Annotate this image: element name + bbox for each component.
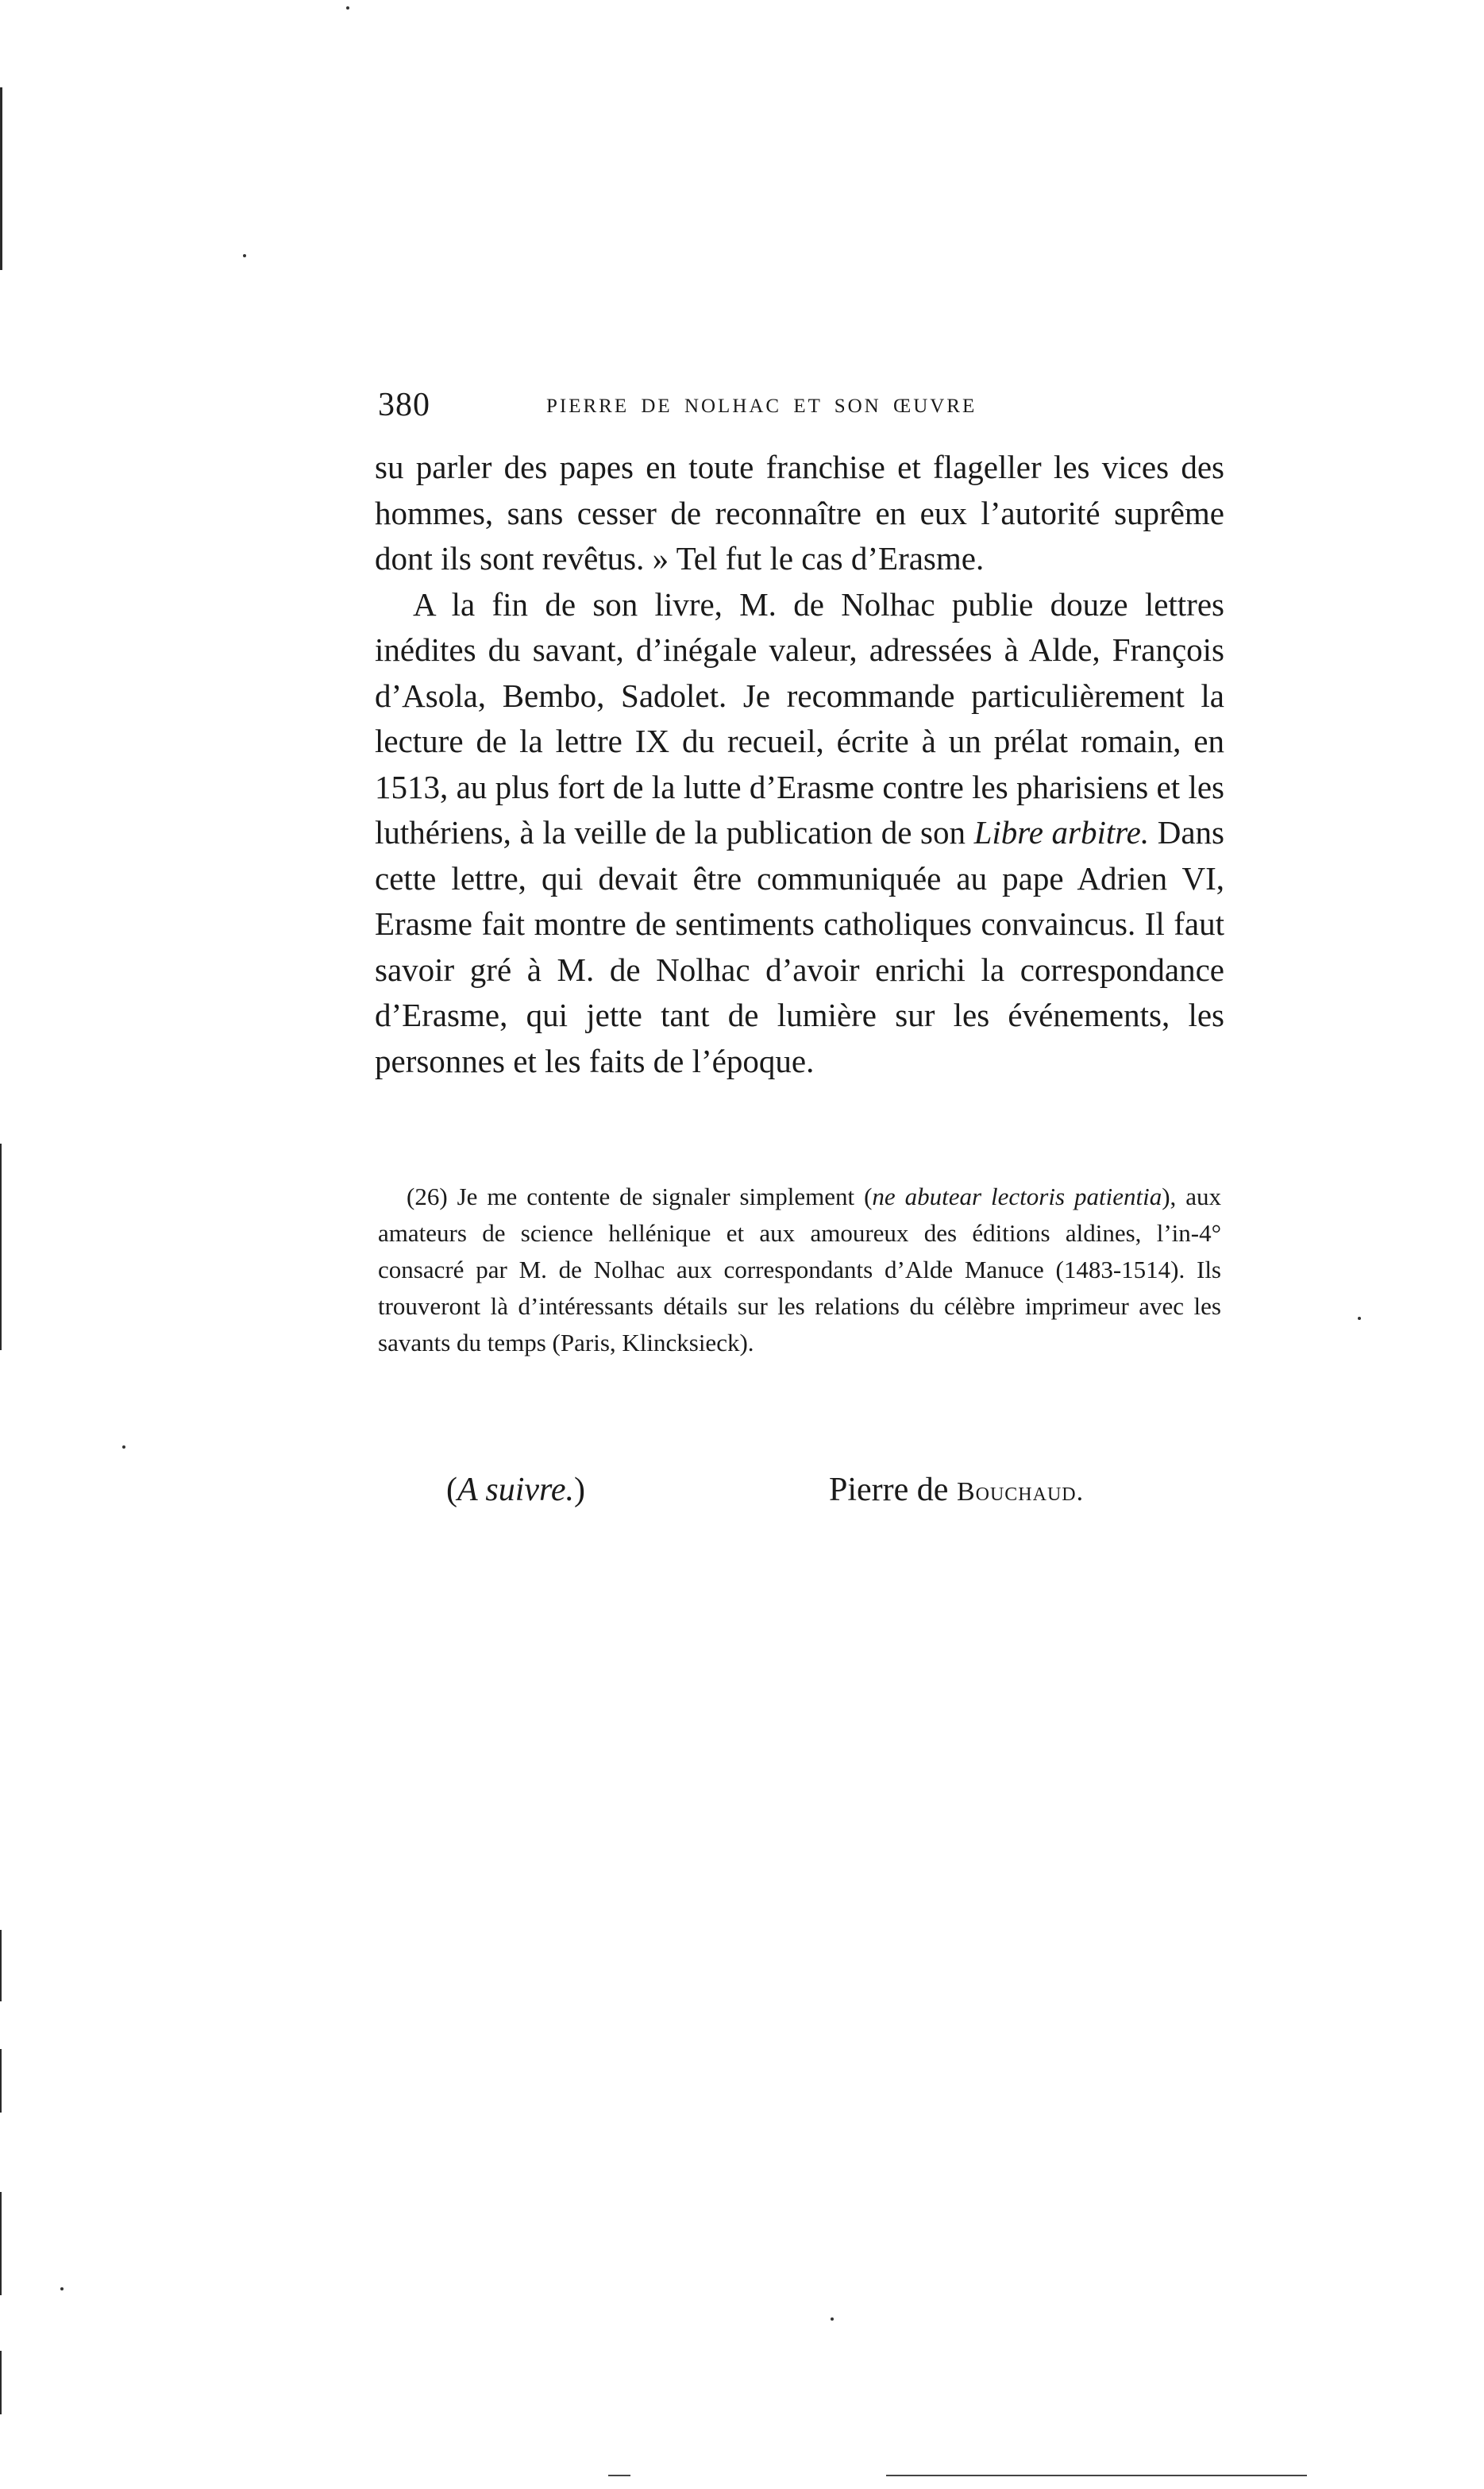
paragraph-2-text: A la fin de son livre, M. de Nolhac publie douze lettres inédites du savant, d’inégale valeur, adressées à Alde, François d’Asola, Bembo, Sadolet. Je recommande particulièrement la lecture de la lettre IX du recueil, écrite à un prélat romain, en 1513, au plus fort de la lutte d’Erasme contre les pharisiens et les luthériens, à la veille de la publication de son <box>375 585 1224 851</box>
scan-speck <box>831 2317 834 2321</box>
scan-edge-mark <box>0 2351 2 2414</box>
body-text <box>375 445 1224 1084</box>
scan-speck <box>122 1445 125 1449</box>
scan-bottom-rule <box>608 2475 630 2476</box>
footnote-text: (26) Je me contente de signaler simplement ( <box>407 1183 873 1210</box>
footnote <box>378 1179 1221 1361</box>
running-head: PIERRE DE NOLHAC ET SON ŒUVRE <box>546 396 977 417</box>
scan-bottom-rule <box>886 2475 1307 2476</box>
closing-line <box>446 1471 1232 1518</box>
paragraph-1: su parler des papes en toute franchise et flageller les vices des hommes, sans cesser de reconnaître en eux l’autorité suprême dont ils sont revêtus. » Tel fut le cas d’Erasme. <box>375 449 1224 577</box>
book-title: Libre arbitre. <box>973 814 1150 851</box>
to-be-continued-text: A suivre. <box>457 1472 574 1508</box>
author-first-name: Pierre de <box>829 1472 957 1508</box>
scan-edge-mark <box>0 1930 2 2001</box>
footnote-text-end: ), aux amateurs de science hellénique et aux amoureux des éditions aldines, l’in-4° consacré par M. de Nolhac aux correspondants d’Alde Manuce (1483-1514). Ils trouveront là d’intéressants détails sur les relations du célèbre imprimeur avec les savants du temps (Paris, Klincksieck). <box>378 1183 1221 1356</box>
to-be-continued-paren-close: ) <box>573 1472 585 1508</box>
scan-edge-mark <box>0 2192 2 2295</box>
page-header <box>378 386 1037 434</box>
to-be-continued-paren-open: ( <box>446 1472 457 1508</box>
scan-edge-mark <box>0 2049 2 2113</box>
scan-speck <box>1358 1317 1361 1320</box>
scan-speck <box>346 6 349 10</box>
paragraph-2-text-end: Dans cette lettre, qui devait être communiquée au pape Adrien VI, Erasme fait montre de sentiments catholiques convaincus. Il faut savoir gré à M. de Nolhac d’avoir enrichi la correspondance d’Erasme, qui jette tant de lumière sur les événements, les personnes et les faits de l’époque. <box>375 814 1224 1079</box>
scan-edge-mark <box>0 1144 2 1350</box>
scan-speck <box>60 2287 64 2290</box>
paragraph-2 <box>375 582 1224 1085</box>
author-signature <box>829 1471 1084 1509</box>
footnote-latin-phrase: ne abutear lectoris patientia <box>872 1183 1162 1210</box>
to-be-continued <box>446 1471 585 1509</box>
page-number: 380 <box>378 387 430 423</box>
scan-edge-mark <box>0 87 2 270</box>
author-last-name: Bouchaud. <box>956 1477 1085 1507</box>
scan-speck <box>243 254 246 257</box>
